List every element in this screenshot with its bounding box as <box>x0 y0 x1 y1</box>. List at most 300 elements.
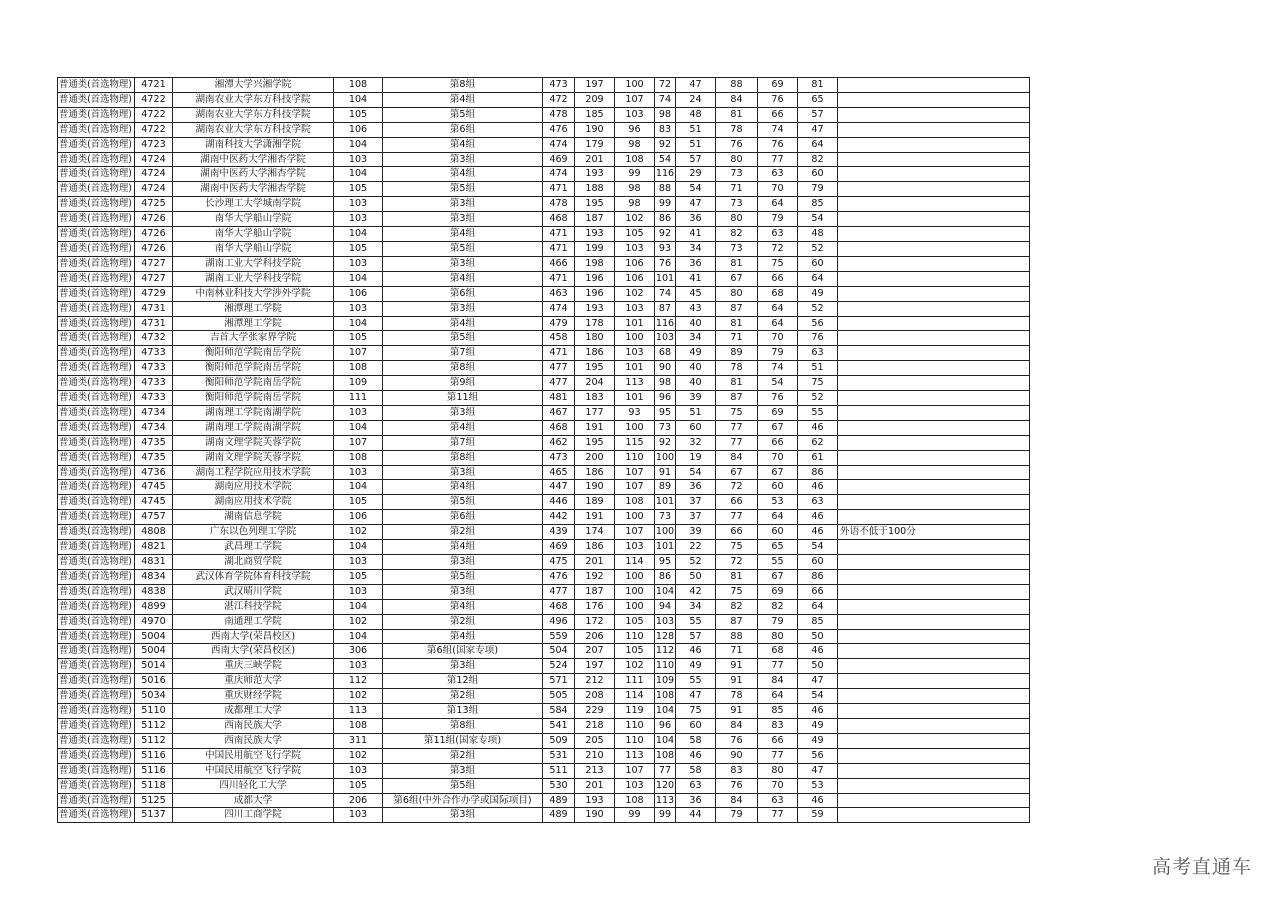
cell-physics: 36 <box>676 793 716 808</box>
cell-school-code: 5116 <box>135 763 173 778</box>
cell-group-code: 104 <box>334 271 383 286</box>
cell-physics: 40 <box>676 361 716 376</box>
cell-elective2: 60 <box>758 480 798 495</box>
cell-foreign: 94 <box>655 599 676 614</box>
cell-math: 100 <box>615 569 655 584</box>
cell-group-code: 106 <box>334 286 383 301</box>
cell-elective3: 85 <box>798 197 838 212</box>
cell-elective3: 46 <box>798 704 838 719</box>
cell-foreign: 86 <box>655 212 676 227</box>
cell-physics: 50 <box>676 569 716 584</box>
cell-math: 100 <box>615 78 655 93</box>
cell-elective2: 70 <box>758 450 798 465</box>
cell-note <box>838 584 1030 599</box>
cell-note <box>838 286 1030 301</box>
cell-note <box>838 614 1030 629</box>
cell-total: 541 <box>543 718 575 733</box>
cell-physics: 34 <box>676 331 716 346</box>
cell-math: 107 <box>615 763 655 778</box>
cell-note <box>838 808 1030 823</box>
cell-elective1: 76 <box>716 137 758 152</box>
cell-math: 105 <box>615 644 655 659</box>
cell-school-name: 湖南农业大学东方科技学院 <box>173 92 334 107</box>
cell-foreign: 74 <box>655 286 676 301</box>
cell-school-code: 4731 <box>135 316 173 331</box>
cell-physics: 19 <box>676 450 716 465</box>
cell-elective2: 69 <box>758 584 798 599</box>
cell-elective3: 75 <box>798 376 838 391</box>
cell-math: 101 <box>615 316 655 331</box>
cell-elective3: 79 <box>798 182 838 197</box>
cell-school-name: 湖南农业大学东方科技学院 <box>173 122 334 137</box>
cell-chinese: 197 <box>575 78 615 93</box>
cell-note <box>838 629 1030 644</box>
cell-elective3: 82 <box>798 152 838 167</box>
cell-elective2: 60 <box>758 525 798 540</box>
cell-math: 114 <box>615 689 655 704</box>
cell-elective2: 83 <box>758 718 798 733</box>
table-row <box>58 435 1030 450</box>
cell-school-code: 4722 <box>135 92 173 107</box>
cell-elective3: 50 <box>798 659 838 674</box>
cell-elective1: 79 <box>716 808 758 823</box>
cell-foreign: 108 <box>655 748 676 763</box>
cell-chinese: 186 <box>575 540 615 555</box>
cell-math: 103 <box>615 301 655 316</box>
cell-group-code: 103 <box>334 256 383 271</box>
cell-school-name: 西南民族大学 <box>173 733 334 748</box>
cell-group-name: 第12组 <box>383 674 543 689</box>
cell-physics: 34 <box>676 241 716 256</box>
cell-elective1: 90 <box>716 748 758 763</box>
cell-group-name: 第7组 <box>383 346 543 361</box>
cell-foreign: 104 <box>655 733 676 748</box>
cell-elective1: 73 <box>716 241 758 256</box>
cell-group-name: 第11组 <box>383 391 543 406</box>
cell-school-code: 5014 <box>135 659 173 674</box>
cell-group-name: 第4组 <box>383 167 543 182</box>
cell-school-code: 5004 <box>135 629 173 644</box>
cell-group-name: 第5组 <box>383 569 543 584</box>
cell-elective3: 63 <box>798 346 838 361</box>
cell-group-code: 105 <box>334 331 383 346</box>
cell-group-code: 108 <box>334 450 383 465</box>
cell-foreign: 96 <box>655 718 676 733</box>
cell-physics: 60 <box>676 420 716 435</box>
cell-note <box>838 718 1030 733</box>
cell-school-code: 5112 <box>135 733 173 748</box>
table-row <box>58 376 1030 391</box>
cell-school-code: 4722 <box>135 107 173 122</box>
cell-chinese: 206 <box>575 629 615 644</box>
cell-chinese: 172 <box>575 614 615 629</box>
cell-chinese: 193 <box>575 793 615 808</box>
cell-total: 489 <box>543 808 575 823</box>
cell-group-name: 第6组 <box>383 286 543 301</box>
cell-chinese: 191 <box>575 420 615 435</box>
cell-type: 普通类(首选物理) <box>58 271 135 286</box>
cell-elective2: 80 <box>758 763 798 778</box>
cell-school-name: 衡阳师范学院南岳学院 <box>173 391 334 406</box>
cell-note <box>838 197 1030 212</box>
cell-group-name: 第5组 <box>383 331 543 346</box>
cell-elective2: 79 <box>758 346 798 361</box>
cell-note <box>838 733 1030 748</box>
cell-group-name: 第3组 <box>383 256 543 271</box>
cell-foreign: 101 <box>655 540 676 555</box>
cell-note <box>838 256 1030 271</box>
cell-total: 505 <box>543 689 575 704</box>
cell-school-name: 吉首大学张家界学院 <box>173 331 334 346</box>
cell-elective2: 67 <box>758 465 798 480</box>
cell-chinese: 176 <box>575 599 615 614</box>
cell-physics: 36 <box>676 256 716 271</box>
cell-elective3: 47 <box>798 674 838 689</box>
cell-elective2: 66 <box>758 271 798 286</box>
cell-foreign: 120 <box>655 778 676 793</box>
cell-chinese: 201 <box>575 555 615 570</box>
cell-elective1: 81 <box>716 316 758 331</box>
cell-note <box>838 510 1030 525</box>
cell-total: 468 <box>543 599 575 614</box>
cell-foreign: 89 <box>655 480 676 495</box>
cell-school-code: 4721 <box>135 78 173 93</box>
cell-note: 外语不低于100分 <box>838 525 1030 540</box>
cell-school-code: 5112 <box>135 718 173 733</box>
table-row <box>58 465 1030 480</box>
cell-total: 489 <box>543 793 575 808</box>
cell-elective1: 82 <box>716 227 758 242</box>
cell-total: 471 <box>543 346 575 361</box>
cell-foreign: 99 <box>655 197 676 212</box>
cell-foreign: 103 <box>655 614 676 629</box>
cell-elective1: 78 <box>716 361 758 376</box>
cell-school-code: 5116 <box>135 748 173 763</box>
cell-school-name: 武汉晴川学院 <box>173 584 334 599</box>
cell-school-name: 湖南工程学院应用技术学院 <box>173 465 334 480</box>
table-row <box>58 391 1030 406</box>
cell-type: 普通类(首选物理) <box>58 152 135 167</box>
cell-school-code: 5137 <box>135 808 173 823</box>
cell-elective3: 54 <box>798 540 838 555</box>
cell-group-name: 第3组 <box>383 808 543 823</box>
cell-math: 110 <box>615 718 655 733</box>
cell-group-name: 第7组 <box>383 435 543 450</box>
cell-group-code: 104 <box>334 316 383 331</box>
cell-elective3: 66 <box>798 584 838 599</box>
cell-foreign: 83 <box>655 122 676 137</box>
cell-elective3: 65 <box>798 92 838 107</box>
cell-school-code: 4733 <box>135 391 173 406</box>
cell-chinese: 177 <box>575 405 615 420</box>
cell-total: 477 <box>543 361 575 376</box>
cell-elective1: 81 <box>716 107 758 122</box>
cell-elective2: 64 <box>758 197 798 212</box>
table-row <box>58 584 1030 599</box>
cell-physics: 58 <box>676 763 716 778</box>
cell-total: 531 <box>543 748 575 763</box>
table-row <box>58 480 1030 495</box>
cell-group-name: 第2组 <box>383 525 543 540</box>
cell-type: 普通类(首选物理) <box>58 674 135 689</box>
cell-physics: 58 <box>676 733 716 748</box>
cell-group-name: 第4组 <box>383 420 543 435</box>
cell-elective1: 67 <box>716 271 758 286</box>
cell-school-name: 重庆三峡学院 <box>173 659 334 674</box>
cell-note <box>838 644 1030 659</box>
cell-note <box>838 376 1030 391</box>
cell-school-code: 4745 <box>135 480 173 495</box>
cell-type: 普通类(首选物理) <box>58 733 135 748</box>
cell-chinese: 187 <box>575 584 615 599</box>
cell-note <box>838 495 1030 510</box>
cell-elective1: 73 <box>716 197 758 212</box>
cell-foreign: 72 <box>655 78 676 93</box>
cell-math: 100 <box>615 420 655 435</box>
cell-type: 普通类(首选物理) <box>58 495 135 510</box>
table-row <box>58 525 1030 540</box>
cell-elective2: 64 <box>758 316 798 331</box>
cell-chinese: 191 <box>575 510 615 525</box>
cell-school-name: 衡阳师范学院南岳学院 <box>173 361 334 376</box>
cell-chinese: 190 <box>575 480 615 495</box>
cell-math: 106 <box>615 271 655 286</box>
cell-group-code: 102 <box>334 748 383 763</box>
cell-foreign: 104 <box>655 584 676 599</box>
cell-school-name: 湖南应用技术学院 <box>173 480 334 495</box>
cell-school-name: 湖南工业大学科技学院 <box>173 271 334 286</box>
cell-total: 477 <box>543 584 575 599</box>
cell-note <box>838 555 1030 570</box>
cell-elective3: 50 <box>798 629 838 644</box>
cell-type: 普通类(首选物理) <box>58 629 135 644</box>
cell-foreign: 100 <box>655 525 676 540</box>
cell-group-name: 第3组 <box>383 584 543 599</box>
cell-school-code: 4732 <box>135 331 173 346</box>
cell-school-name: 衡阳师范学院南岳学院 <box>173 376 334 391</box>
cell-total: 469 <box>543 540 575 555</box>
cell-physics: 45 <box>676 286 716 301</box>
table-row <box>58 793 1030 808</box>
cell-group-code: 104 <box>334 137 383 152</box>
cell-elective2: 76 <box>758 391 798 406</box>
cell-total: 447 <box>543 480 575 495</box>
cell-physics: 34 <box>676 599 716 614</box>
cell-school-name: 湘潭大学兴湘学院 <box>173 78 334 93</box>
table-row <box>58 704 1030 719</box>
cell-foreign: 116 <box>655 316 676 331</box>
cell-chinese: 190 <box>575 122 615 137</box>
cell-school-name: 湖南应用技术学院 <box>173 495 334 510</box>
cell-elective2: 54 <box>758 376 798 391</box>
cell-group-code: 105 <box>334 495 383 510</box>
cell-math: 99 <box>615 808 655 823</box>
cell-type: 普通类(首选物理) <box>58 405 135 420</box>
table-row <box>58 316 1030 331</box>
cell-total: 524 <box>543 659 575 674</box>
cell-physics: 29 <box>676 167 716 182</box>
cell-type: 普通类(首选物理) <box>58 659 135 674</box>
cell-school-name: 成都理工大学 <box>173 704 334 719</box>
cell-note <box>838 674 1030 689</box>
cell-school-code: 4724 <box>135 152 173 167</box>
cell-elective1: 75 <box>716 540 758 555</box>
cell-total: 473 <box>543 78 575 93</box>
cell-group-name: 第3组 <box>383 763 543 778</box>
cell-elective2: 66 <box>758 107 798 122</box>
cell-elective3: 60 <box>798 167 838 182</box>
cell-foreign: 73 <box>655 420 676 435</box>
cell-note <box>838 271 1030 286</box>
cell-physics: 54 <box>676 465 716 480</box>
cell-elective3: 47 <box>798 763 838 778</box>
cell-group-code: 102 <box>334 525 383 540</box>
cell-elective3: 56 <box>798 748 838 763</box>
cell-note <box>838 465 1030 480</box>
cell-elective1: 72 <box>716 480 758 495</box>
cell-note <box>838 182 1030 197</box>
cell-group-code: 108 <box>334 78 383 93</box>
cell-group-code: 103 <box>334 763 383 778</box>
cell-foreign: 108 <box>655 689 676 704</box>
cell-physics: 52 <box>676 555 716 570</box>
cell-group-name: 第8组 <box>383 361 543 376</box>
table-row <box>58 197 1030 212</box>
cell-elective2: 63 <box>758 227 798 242</box>
cell-note <box>838 450 1030 465</box>
cell-math: 110 <box>615 629 655 644</box>
cell-chinese: 212 <box>575 674 615 689</box>
cell-physics: 42 <box>676 584 716 599</box>
cell-group-code: 103 <box>334 808 383 823</box>
table-row <box>58 614 1030 629</box>
cell-group-name: 第4组 <box>383 137 543 152</box>
cell-math: 103 <box>615 107 655 122</box>
cell-elective1: 80 <box>716 152 758 167</box>
cell-group-name: 第5组 <box>383 241 543 256</box>
cell-school-code: 5118 <box>135 778 173 793</box>
cell-school-name: 四川工商学院 <box>173 808 334 823</box>
cell-note <box>838 78 1030 93</box>
cell-note <box>838 540 1030 555</box>
cell-group-code: 104 <box>334 420 383 435</box>
cell-group-name: 第6组(中外合作办学或国际项目) <box>383 793 543 808</box>
cell-foreign: 100 <box>655 450 676 465</box>
cell-total: 458 <box>543 331 575 346</box>
table-row <box>58 569 1030 584</box>
cell-chinese: 187 <box>575 212 615 227</box>
cell-type: 普通类(首选物理) <box>58 182 135 197</box>
cell-group-code: 107 <box>334 346 383 361</box>
cell-group-code: 106 <box>334 122 383 137</box>
cell-chinese: 189 <box>575 495 615 510</box>
cell-elective1: 91 <box>716 674 758 689</box>
cell-note <box>838 599 1030 614</box>
cell-type: 普通类(首选物理) <box>58 256 135 271</box>
cell-physics: 39 <box>676 525 716 540</box>
cell-elective1: 84 <box>716 92 758 107</box>
cell-group-name: 第3组 <box>383 301 543 316</box>
cell-school-code: 4733 <box>135 361 173 376</box>
cell-school-code: 4724 <box>135 182 173 197</box>
cell-physics: 57 <box>676 152 716 167</box>
cell-group-code: 104 <box>334 599 383 614</box>
cell-total: 530 <box>543 778 575 793</box>
cell-note <box>838 241 1030 256</box>
cell-school-name: 湖南理工学院南湖学院 <box>173 420 334 435</box>
cell-note <box>838 480 1030 495</box>
cell-foreign: 92 <box>655 137 676 152</box>
table-row <box>58 286 1030 301</box>
cell-elective2: 66 <box>758 435 798 450</box>
cell-physics: 37 <box>676 510 716 525</box>
cell-elective1: 76 <box>716 733 758 748</box>
cell-elective1: 81 <box>716 376 758 391</box>
table-row <box>58 227 1030 242</box>
cell-foreign: 128 <box>655 629 676 644</box>
cell-total: 477 <box>543 376 575 391</box>
cell-school-name: 湛江科技学院 <box>173 599 334 614</box>
cell-foreign: 104 <box>655 704 676 719</box>
cell-foreign: 112 <box>655 644 676 659</box>
cell-chinese: 196 <box>575 271 615 286</box>
cell-elective3: 60 <box>798 555 838 570</box>
cell-group-name: 第4组 <box>383 316 543 331</box>
cell-chinese: 186 <box>575 465 615 480</box>
cell-math: 114 <box>615 555 655 570</box>
table-row <box>58 659 1030 674</box>
cell-elective1: 89 <box>716 346 758 361</box>
table-row <box>58 674 1030 689</box>
cell-total: 469 <box>543 152 575 167</box>
cell-elective2: 69 <box>758 405 798 420</box>
cell-physics: 46 <box>676 748 716 763</box>
cell-chinese: 213 <box>575 763 615 778</box>
cell-foreign: 98 <box>655 376 676 391</box>
cell-foreign: 73 <box>655 510 676 525</box>
cell-group-name: 第3组 <box>383 555 543 570</box>
cell-school-name: 武昌理工学院 <box>173 540 334 555</box>
cell-physics: 55 <box>676 614 716 629</box>
cell-group-code: 104 <box>334 480 383 495</box>
cell-type: 普通类(首选物理) <box>58 212 135 227</box>
cell-math: 103 <box>615 241 655 256</box>
cell-total: 474 <box>543 167 575 182</box>
cell-elective3: 85 <box>798 614 838 629</box>
cell-physics: 54 <box>676 182 716 197</box>
cell-elective1: 91 <box>716 704 758 719</box>
cell-math: 98 <box>615 182 655 197</box>
cell-chinese: 200 <box>575 450 615 465</box>
cell-school-code: 4731 <box>135 301 173 316</box>
cell-elective3: 52 <box>798 391 838 406</box>
cell-elective2: 82 <box>758 599 798 614</box>
cell-type: 普通类(首选物理) <box>58 555 135 570</box>
cell-school-code: 4808 <box>135 525 173 540</box>
cell-total: 446 <box>543 495 575 510</box>
table-row <box>58 763 1030 778</box>
cell-total: 463 <box>543 286 575 301</box>
cell-math: 100 <box>615 331 655 346</box>
cell-group-name: 第3组 <box>383 212 543 227</box>
cell-elective1: 71 <box>716 644 758 659</box>
cell-elective3: 55 <box>798 405 838 420</box>
cell-total: 474 <box>543 301 575 316</box>
cell-elective3: 63 <box>798 495 838 510</box>
cell-school-code: 4734 <box>135 420 173 435</box>
cell-chinese: 209 <box>575 92 615 107</box>
cell-total: 479 <box>543 316 575 331</box>
